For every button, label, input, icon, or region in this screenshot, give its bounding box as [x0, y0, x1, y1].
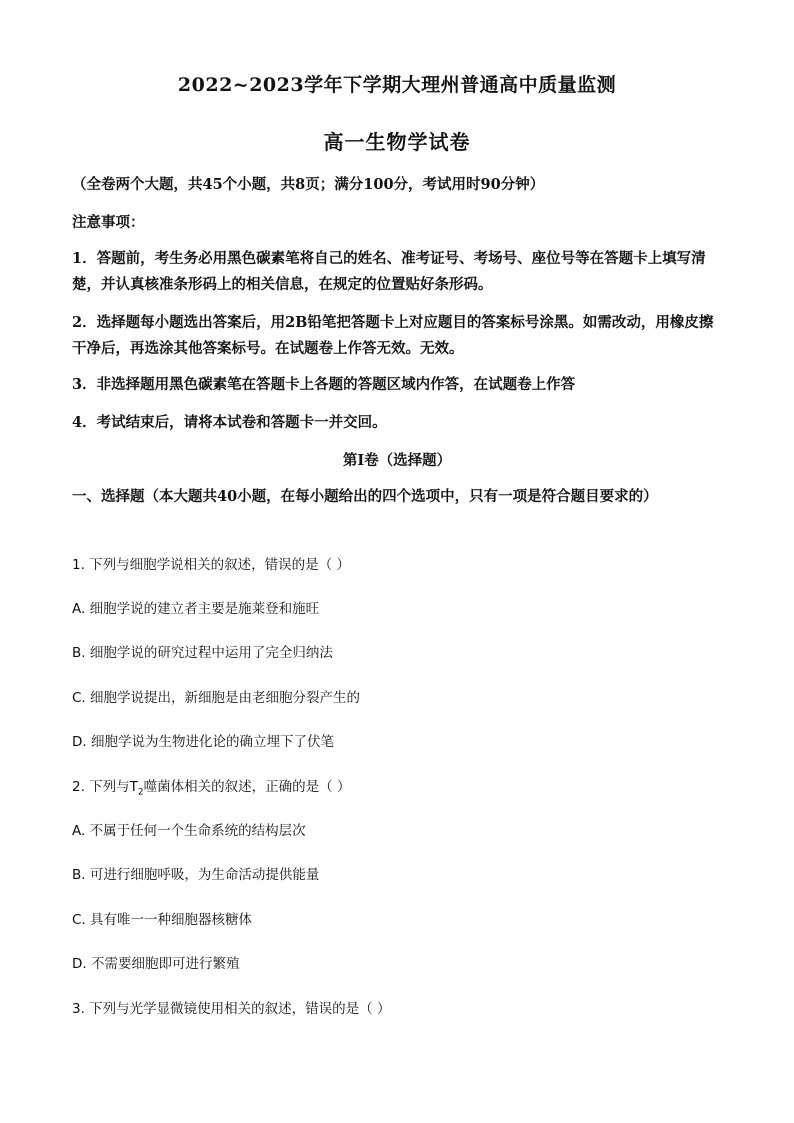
- question-3-stem: 3. 下列与光学显微镜使用相关的叙述，错误的是（ ）: [72, 1001, 391, 1017]
- question-1-stem: 1. 下列与细胞学说相关的叙述，错误的是（ ）: [72, 557, 350, 573]
- question-2-stem-after: 噬菌体相关的叙述，正确的是（ ）: [143, 779, 351, 795]
- question-2-option-d: D. 不需要细胞即可进行繁殖: [72, 956, 240, 972]
- part-heading: 一、选择题（本大题共40小题，在每小题给出的四个选项中，只有一项是符合题目要求的）: [72, 488, 658, 505]
- question-2-stem-before: 2. 下列与T: [72, 779, 138, 795]
- question-2-option-c: C. 具有唯一一种细胞器核糖体: [72, 912, 253, 928]
- question-2-stem-subscript: 2: [137, 787, 144, 798]
- question-2-stem: [72, 776, 722, 804]
- section-title: 第Ⅰ卷（选择题）: [342, 452, 452, 469]
- question-2-option-b: B. 可进行细胞呼吸，为生命活动提供能量: [72, 867, 320, 883]
- notes-heading: 注意事项：: [72, 214, 145, 231]
- note-item-2: 2．选择题每小题选出答案后，用2B铅笔把答题卡上对应题目的答案标号涂黑。如需改动，用橡皮擦干净后，再选涂其他答案标号。在试题卷上作答无效。无效。: [72, 314, 714, 357]
- exam-subtitle: 高一生物学试卷: [323, 130, 471, 154]
- exam-title: 2022~2023学年下学期大理州普通高中质量监测: [177, 74, 617, 96]
- note-item-1: 1．答题前，考生务必用黑色碳素笔将自己的姓名、准考证号、考场号、座位号等在答题卡上填写清楚，并认真核准条形码上的相关信息，在规定的位置贴好条形码。: [72, 250, 706, 293]
- question-1-option-b: B. 细胞学说的研究过程中运用了完全归纳法: [72, 645, 333, 661]
- note-item-3: 3．非选择题用黑色碳素笔在答题卡上各题的答题区域内作答，在试题卷上作答: [72, 376, 576, 393]
- question-1-option-a: A. 细胞学说的建立者主要是施莱登和施旺: [72, 601, 320, 617]
- question-1-option-d: D. 细胞学说为生物进化论的确立埋下了伏笔: [72, 734, 334, 750]
- exam-info: （全卷两个大题，共45个小题，共8页；满分100分，考试用时90分钟）: [72, 176, 545, 193]
- question-1-option-c: C. 细胞学说提出，新细胞是由老细胞分裂产生的: [72, 690, 361, 706]
- note-item-4: 4．考试结束后，请将本试卷和答题卡一并交回。: [72, 414, 387, 431]
- question-2-option-a: A. 不属于任何一个生命系统的结构层次: [72, 823, 306, 839]
